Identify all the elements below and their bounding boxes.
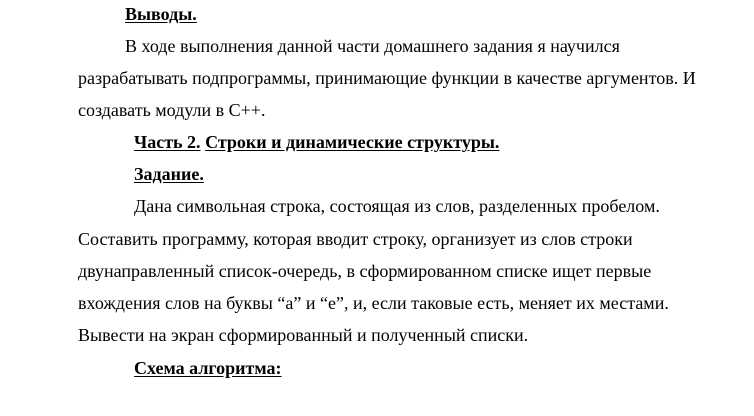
conclusions-paragraph-line: создавать модули в С++.	[78, 100, 266, 120]
conclusions-paragraph-line: разрабатывать подпрограммы, принимающие функции в качестве аргументов. И	[78, 68, 696, 88]
task-paragraph-line: вхождения слов на буквы “а” и “е”, и, если таковые есть, меняет их местами.	[78, 293, 669, 313]
task-paragraph-line: Составить программу, которая вводит строку, организует из слов строки	[78, 229, 633, 249]
conclusions-paragraph-line: В ходе выполнения данной части домашнего задания я научился	[125, 36, 620, 56]
task-heading: Задание.	[134, 164, 204, 184]
task-paragraph-line: Дана символьная строка, состоящая из слов, разделенных пробелом.	[134, 196, 660, 216]
part2-title: Строки и динамические структуры.	[205, 132, 500, 152]
task-paragraph-line: Вывести на экран сформированный и полученный списки.	[78, 325, 529, 345]
algorithm-heading: Схема алгоритма:	[134, 358, 282, 378]
task-paragraph-line: двунаправленный список-очередь, в сформированном списке ищет первые	[78, 261, 652, 281]
conclusions-heading: Выводы.	[125, 4, 197, 24]
part2-label: Часть 2.	[134, 132, 201, 152]
part2-heading	[134, 131, 499, 153]
